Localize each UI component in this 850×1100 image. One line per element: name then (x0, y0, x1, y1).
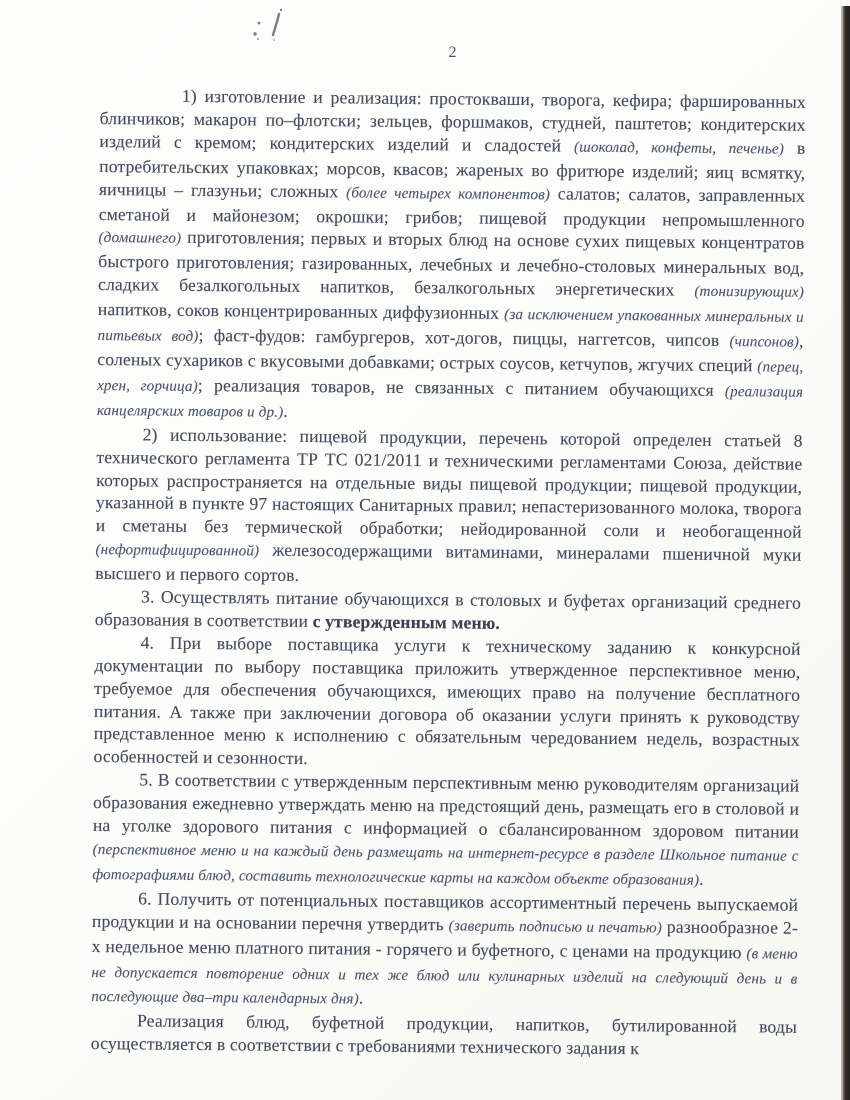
body-text: 5. В соответствии с утвержденным перспективным меню руководителям организаций образования ежедневно утверждать меню на предстоящий день, размещать его в столовой и на уголке здорового питания с информацией о сбалансированном здоровом питании (92, 769, 800, 842)
body-text: 6. Получить от потенциальных поставщиков ассортиментный перечень выпускаемой продукции и на основании перечня утвердить (91, 888, 799, 935)
paragraph (91, 1009, 797, 1062)
scanner-edge-shadow (841, 6, 850, 1100)
body-text: напитков, соков концентрированных диффузионных (97, 299, 505, 324)
body-text: . (358, 987, 364, 1009)
italic-note: (нефортифицированной) (95, 542, 260, 560)
body-text: в потребительских упаковках; морсов, квасов; жареных во фритюре изделий; яиц всмятку, яичницы – глазуньи; сложных (98, 137, 806, 201)
italic-note: (шоколад, конфеты, печенье) (574, 139, 785, 158)
body-text: ; фаст-фудов: гамбургеров, хот-догов, пиццы, наггетсов, чипсов (198, 325, 730, 351)
body-text: приготовления; первых и вторых блюд на основе сухих пищевых концентратов быстрого приготовления; газированных, лечебных и лечебно-столовых минеральных вод, сладких безалкогольных напитков, безалкогольных энергетических (97, 227, 805, 300)
body-text: 1) изготовление и реализация: простокваши, творога, кефира; фаршированных блинчиков; макарон по–флотски; зельцев, форшмаков, студней, паштетов; кондитерских изделий с кремом; кондитерских изделий и сладостей (99, 85, 806, 156)
body-text: 4. При выборе поставщика услуги к техническому заданию к конкурсной документации по выбору поставщика приложить утвержденное перспективное меню, требуемое для обеспечения обучающихся, имеющих право на получение бесплатного питания. А также при заключении договора об оказании услуги принять к руководству представленное меню к исполнению с обязательным чередованием недель, возрастных особенностей и сезонности. (93, 632, 801, 769)
body-text: разнообразное 2-х недельное меню платного питания - горячего и буфетного, с ценами на продукцию (91, 916, 799, 962)
body-text: салатов; салатов, заправленных сметаной и майонезом; окрошки; грибов; пищевой продукции непромышленного (98, 182, 806, 231)
paragraph (91, 887, 798, 1016)
italic-note: (домашнего) (98, 230, 182, 248)
page-number: 2 (448, 44, 458, 61)
italic-note: (чипсонов) (729, 334, 800, 351)
paragraph (92, 768, 799, 893)
body-text: , соленых сухариков с вкусовыми добавками; острых соусов, кетчупов, жгучих специй (97, 330, 804, 376)
italic-note: (перец, хрен, горчица) (97, 359, 804, 395)
italic-note: (тонизирующих) (694, 283, 805, 302)
paragraph (97, 84, 806, 429)
body-text: . (699, 868, 704, 889)
body-text: 3. Осуществлять питание обучающихся в столовых и буфетах организаций среднего образования в соответствии (94, 586, 802, 632)
italic-note: (реализация канцелярских товаров и др.) (96, 383, 804, 421)
body-text: Реализация блюд, буфетной продукции, напитков, бутилированной воды осуществляется в соответствии с требованиями технического задания к (90, 1010, 798, 1059)
italic-note: (более четырех компонентов) (346, 184, 551, 203)
paragraph (93, 631, 800, 775)
paragraph (95, 423, 803, 592)
document-body (91, 84, 806, 1062)
bold-text: с утвержденным меню. (312, 611, 501, 633)
body-text: 2) использование: пищевой продукции, перечень которой определен статьей 8 технического регламента ТР ТС 021/2011 и техническими регламентами Союза, действие которых распространяется на отдельные виды пищевой продукции; пищевой продукции, указанной в пункте 97 настоящих Санитарных правил; непастеризованного молока, творога и сметаны без термической обработки; нейодированной соли и необогащенной (95, 424, 803, 543)
body-text: . (283, 400, 289, 421)
body-text: ; реализация товаров, не связанных с питанием обучающихся (197, 374, 726, 400)
body-text: железосодержащими витаминами, минералами пшеничной муки высшего и первого сортов. (95, 539, 802, 586)
paragraph (95, 585, 801, 638)
italic-note: (за исключением упакованных минеральных и питьевых вод) (97, 307, 804, 346)
italic-note: (в меню не допускается повторение одних и тех же блюд или кулинарных изделий на следующий день и в последующие два–три календарных дня) (91, 945, 798, 1008)
italic-note: (перспективное меню и на каждый день размещать на интернет-ресурсе в разделе Школьное питание с фотографиями блюд, составить технологические карты на каждом объекте образования) (92, 841, 799, 889)
italic-note: (заверить подписью и печатью) (448, 918, 663, 937)
